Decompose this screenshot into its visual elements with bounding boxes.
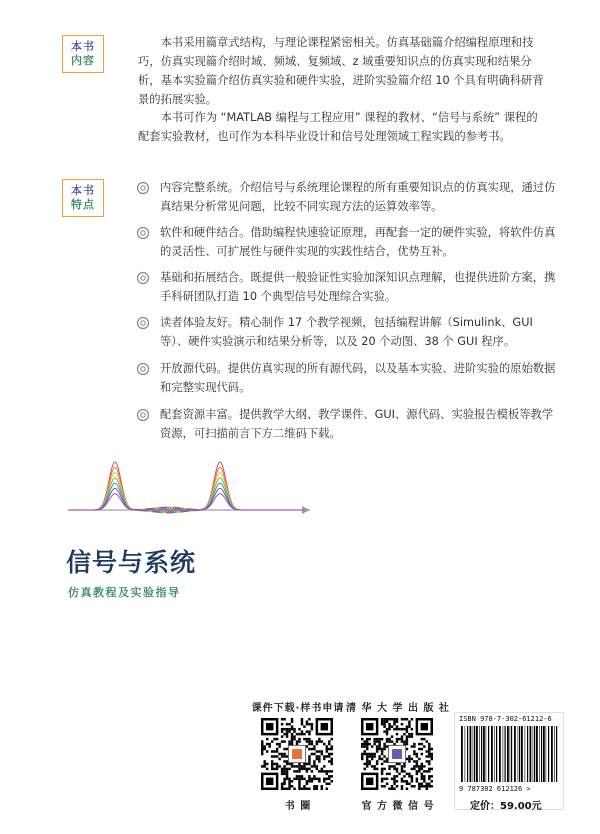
qr-left-top-label: 课件下载·样书申请: [251, 703, 345, 714]
intro-paragraph-2: 本书可作为 “MATLAB 编程与工程应用” 课程的教材、“信号与系统” 课程的配套实验教材，也可作为本科毕业设计和信号处理领域工程实践的参考书。: [138, 111, 538, 143]
circle-bullet-icon: [136, 181, 150, 195]
qr-left-bottom-label: 书 圈: [284, 801, 312, 812]
circle-bullet-icon: [136, 271, 150, 285]
qr-code-icon: [261, 718, 333, 790]
feature-text: 读者体验友好。精心制作 17 个教学视频，包括编程讲解（Simulink、GUI 等）、硬件实验演示和结果分析等，以及 20 个动图、38 个 GUI 程序。: [160, 316, 533, 348]
price-label: 定价：59.00元: [470, 801, 542, 812]
feature-item: [136, 405, 556, 443]
book-subtitle: 仿真教程及实验指导: [68, 586, 181, 599]
isbn-barcode: [454, 712, 564, 810]
content-badge: [62, 35, 104, 73]
qr-right-top-label: 清 华 大 学 出 版 社: [346, 703, 450, 714]
features-badge-line2: 特点: [71, 198, 95, 211]
qr-right-bottom-label: 官 方 微 信 号: [361, 801, 435, 812]
isbn-text: ISBN 978-7-302-61212-6: [459, 715, 552, 723]
feature-text: 开放源代码。提供仿真实现的所有源代码，以及基本实验、进阶实验的原始数据和完整实现代码。: [160, 362, 556, 394]
circle-bullet-icon: [136, 226, 150, 240]
feature-item: [136, 313, 556, 351]
feature-text: 基础和拓展结合。既提供一般验证性实验加深知识点理解，也提供进阶方案，携手科研团队打造 10 个典型信号处理综合实验。: [160, 271, 556, 303]
feature-item: [136, 359, 556, 397]
circle-bullet-icon: [136, 362, 150, 376]
feature-text: 配套资源丰富。提供教学大纲、教学课件、GUI、源代码、实验报告模板等教学资源，可扫描前言下方二维码下载。: [160, 408, 554, 440]
feature-item: [136, 223, 556, 261]
feature-item: [136, 178, 556, 216]
feature-text: 内容完整系统。介绍信号与系统理论课程的所有重要知识点的仿真实现，通过仿真结果分析常见问题，比较不同实现方法的运算效率等。: [160, 181, 556, 213]
features-badge-line1: 本书: [71, 184, 95, 197]
content-badge-line2: 内容: [71, 54, 95, 67]
qr-code-icon: [361, 718, 433, 790]
isbn-digits: 9 787302 612126 >: [459, 785, 531, 793]
barcode-icon: [459, 726, 559, 782]
content-badge-line1: 本书: [71, 40, 95, 53]
wave-curves: [68, 462, 305, 513]
feature-item: [136, 268, 556, 306]
circle-bullet-icon: [136, 408, 150, 422]
book-title: 信号与系统: [66, 548, 197, 577]
feature-text: 软件和硬件结合。借助编程快速验证原理，再配套一定的硬件实验，将软件仿真的灵活性、可扩展性与硬件实现的实践性结合，优势互补。: [160, 226, 556, 258]
features-badge: [62, 179, 104, 217]
intro-paragraph-1: 本书采用篇章式结构，与理论课程紧密相关。仿真基础篇介绍编程原理和技巧，仿真实现篇介绍时域、频域、复频域、z 域重要知识点的仿真实现和结果分析，基本实验篇介绍仿真实验和硬件实验，进阶实验篇介绍 10 个具有明确科研背景的拓展实验。: [138, 36, 544, 106]
circle-bullet-icon: [136, 316, 150, 330]
